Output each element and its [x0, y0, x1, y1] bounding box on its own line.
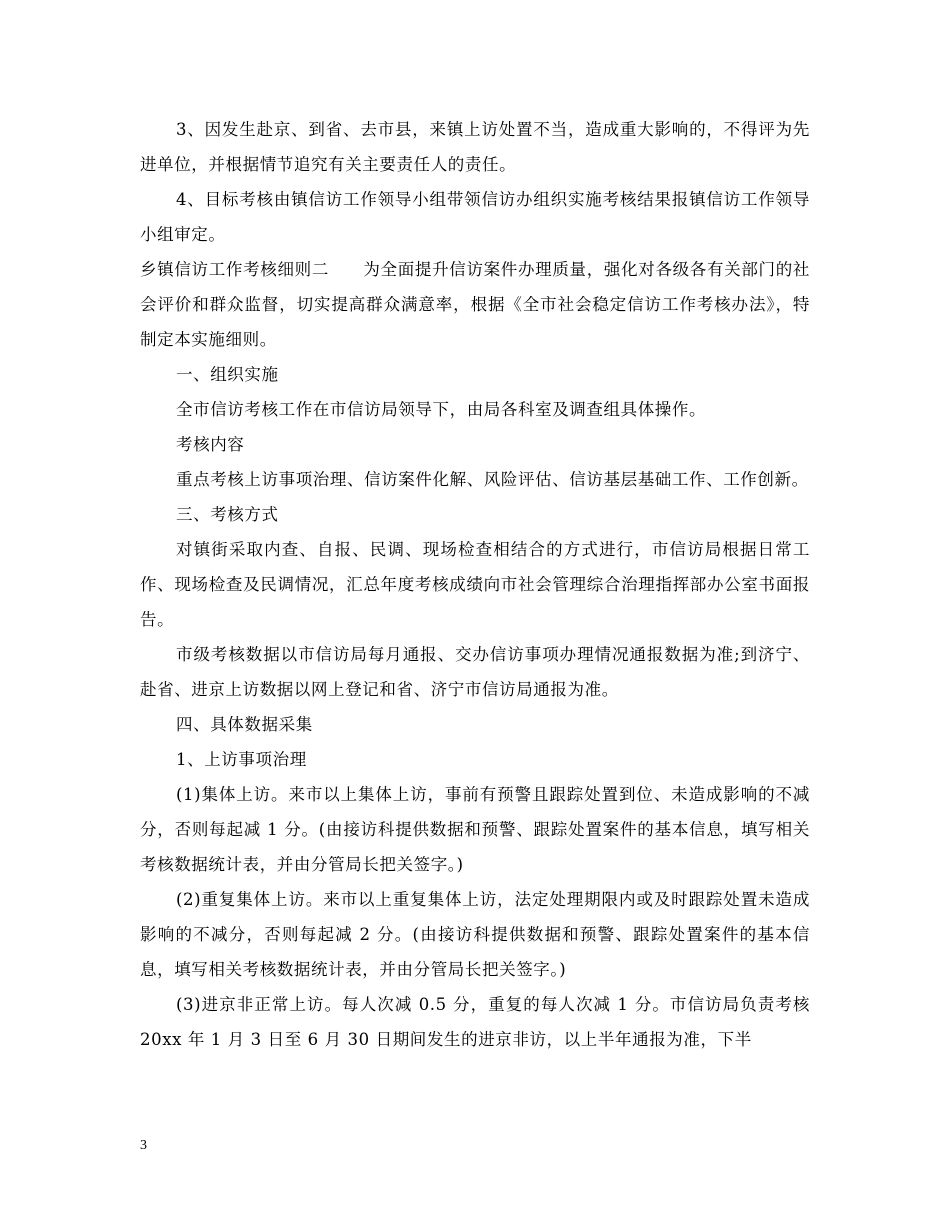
- paragraph: 4、目标考核由镇信访工作领导小组带领信访办组织实施考核结果报镇信访工作领导小组审定。: [140, 190, 810, 244]
- section-heading: 一、组织实施: [176, 365, 279, 384]
- paragraph: 市级考核数据以市信访局每月通报、交办信访事项办理情况通报数据为准;到济宁、赴省、进京上访数据以网上登记和省、济宁市信访局通报为准。: [140, 645, 810, 699]
- section-heading: 考核内容: [176, 435, 245, 454]
- document-body: [140, 112, 810, 1057]
- paragraph-title-start: 乡镇信访工作考核细则二 为全面提升信访案件办理质量，强化对各级各有关部门的社会评价和群众监督，切实提高群众满意率，根据《全市社会稳定信访工作考核办法》，特制定本实施细则。: [140, 260, 810, 349]
- paragraph: (2)重复集体上访。来市以上重复集体上访，法定处理期限内或及时跟踪处置未造成影响的不减分，否则每起减 2 分。(由接访科提供数据和预警、跟踪处置案件的基本信息，填写相关考核数据统计表，并由分管局长把关签字。): [140, 890, 810, 979]
- section-heading: 四、具体数据采集: [176, 715, 313, 734]
- paragraph: (1)集体上访。来市以上集体上访，事前有预警且跟踪处置到位、未造成影响的不减分，否则每起减 1 分。(由接访科提供数据和预警、跟踪处置案件的基本信息，填写相关考核数据统计表，并由分管局长把关签字。): [140, 785, 810, 874]
- subsection-heading: 1、上访事项治理: [176, 750, 307, 769]
- section-heading: 三、考核方式: [176, 505, 279, 524]
- paragraph: (3)进京非正常上访。每人次减 0.5 分，重复的每人次减 1 分。市信访局负责考核 20xx 年 1 月 3 日至 6 月 30 日期间发生的进京非访，以上半年通报为准，下半: [140, 995, 810, 1049]
- paragraph: 全市信访考核工作在市信访局领导下，由局各科室及调查组具体操作。: [176, 400, 707, 419]
- paragraph: 3、因发生赴京、到省、去市县，来镇上访处置不当，造成重大影响的，不得评为先进单位，并根据情节追究有关主要责任人的责任。: [140, 120, 810, 174]
- paragraph: 对镇街采取内查、自报、民调、现场检查相结合的方式进行，市信访局根据日常工作、现场检查及民调情况，汇总年度考核成绩向市社会管理综合治理指挥部办公室书面报告。: [140, 540, 810, 629]
- page-number: 3: [140, 1138, 147, 1153]
- paragraph: 重点考核上访事项治理、信访案件化解、风险评估、信访基层基础工作、工作创新。: [176, 470, 809, 489]
